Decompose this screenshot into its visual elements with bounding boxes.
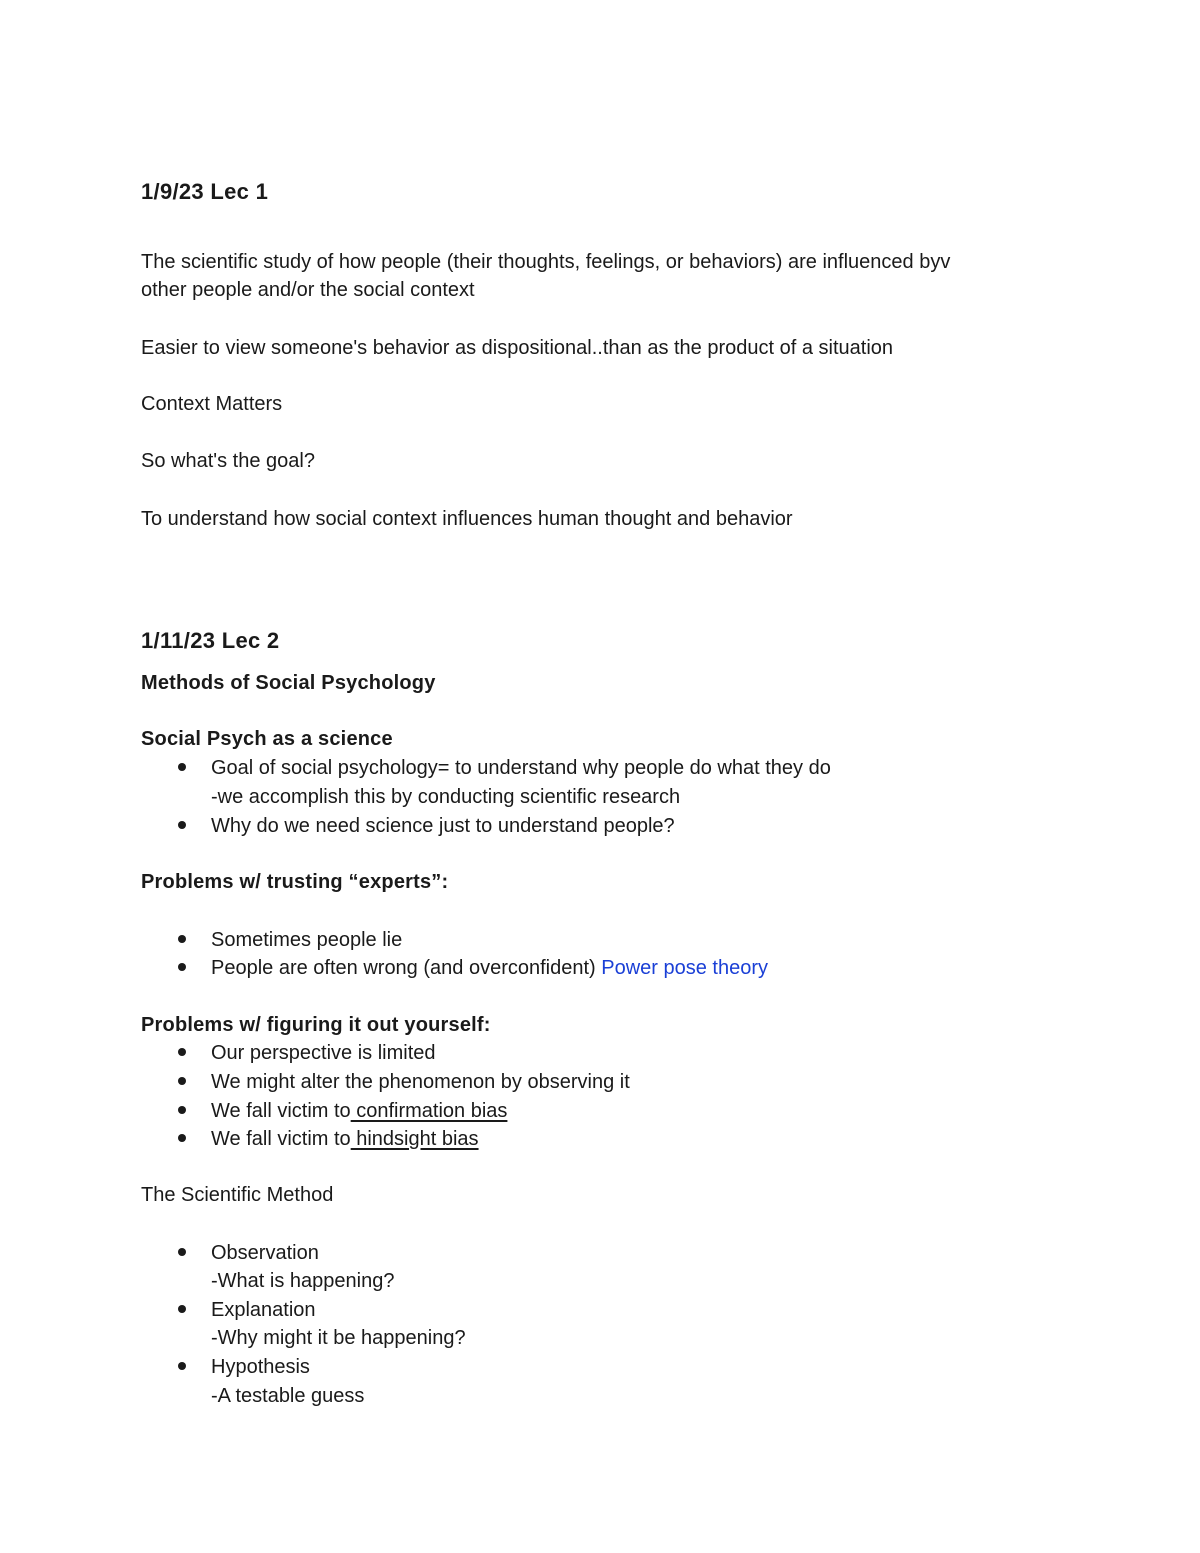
bullet-icon: [178, 963, 186, 971]
experts-heading: Problems w/ trusting “experts”:: [141, 871, 449, 893]
science-item-goal-sub: -we accomplish this by conducting scientific research: [211, 786, 681, 808]
method-item-hypothesis: Hypothesis: [211, 1356, 310, 1378]
bullet-icon: [178, 763, 186, 771]
experts-item-lie: Sometimes people lie: [211, 929, 403, 951]
lec1-definition-line1: The scientific study of how people (their thoughts, feelings, or behaviors) are influenced byv: [141, 251, 951, 273]
lec1-heading: 1/9/23 Lec 1: [141, 179, 269, 204]
bullet-icon: [178, 1248, 186, 1256]
method-item-explanation: Explanation: [211, 1299, 316, 1321]
lec2-heading: 1/11/23 Lec 2: [141, 628, 280, 653]
yourself-heading: Problems w/ figuring it out yourself:: [141, 1014, 491, 1036]
yourself-item-hindsight: [211, 1127, 479, 1151]
power-pose-link[interactable]: Power pose theory: [601, 957, 769, 979]
lec1-goal-answer: To understand how social context influences human thought and behavior: [141, 508, 793, 530]
method-item-observation: Observation: [211, 1242, 319, 1264]
bullet-icon: [178, 1362, 186, 1370]
bullet-icon: [178, 821, 186, 829]
bullet-icon: [178, 1048, 186, 1056]
lec1-context-matters: Context Matters: [141, 393, 283, 415]
method-item-hypothesis-sub: -A testable guess: [211, 1385, 365, 1407]
method-item-explanation-sub: -Why might it be happening?: [211, 1327, 466, 1349]
lec1-goal-question: So what's the goal?: [141, 450, 315, 472]
bullet-icon: [178, 1305, 186, 1313]
yourself-item-alter: We might alter the phenomenon by observing it: [211, 1071, 630, 1093]
lec1-dispositional-note: Easier to view someone's behavior as dispositional..than as the product of a situation: [141, 337, 894, 359]
science-item-goal: Goal of social psychology= to understand why people do what they do: [211, 757, 831, 779]
method-item-observation-sub: -What is happening?: [211, 1270, 395, 1292]
lec1-definition-line2: other people and/or the social context: [141, 279, 475, 301]
yourself-item-perspective: Our perspective is limited: [211, 1042, 436, 1064]
confirmation-prefix: We fall victim to: [211, 1100, 351, 1122]
experts-item-wrong: [211, 956, 768, 980]
bullet-icon: [178, 1077, 186, 1085]
yourself-item-confirmation: [211, 1099, 507, 1123]
method-heading: The Scientific Method: [141, 1184, 334, 1206]
lec2-subheading: Methods of Social Psychology: [141, 672, 436, 694]
hindsight-prefix: We fall victim to: [211, 1128, 351, 1150]
bullet-icon: [178, 1134, 186, 1142]
science-heading: Social Psych as a science: [141, 728, 393, 750]
bullet-icon: [178, 935, 186, 943]
confirmation-bias-term: confirmation bias: [350, 1100, 508, 1122]
experts-item-wrong-text: People are often wrong (and overconfident): [211, 957, 602, 979]
bullet-icon: [178, 1106, 186, 1114]
science-item-why: Why do we need science just to understand people?: [211, 815, 675, 837]
hindsight-bias-term: hindsight bias: [350, 1128, 479, 1150]
